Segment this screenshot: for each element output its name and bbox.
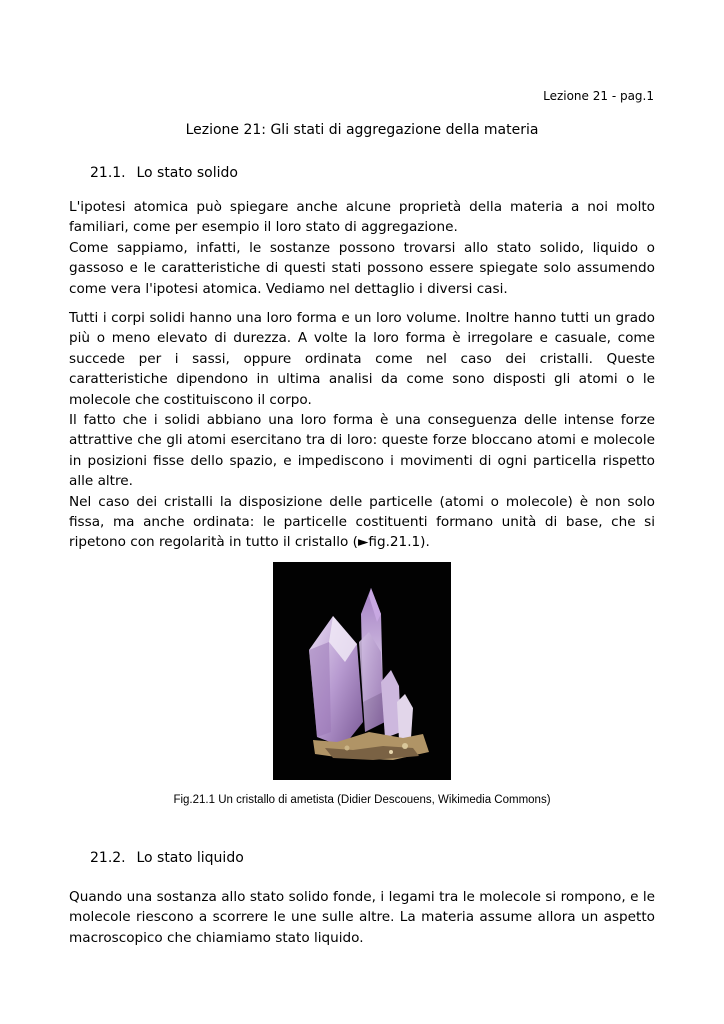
page-header: Lezione 21 - pag.1: [543, 89, 654, 103]
section-heading-solid: [90, 163, 238, 183]
paragraph-line: Nel caso dei cristalli la disposizione delle particelle (atomi o molecole) è non solo fissa, ma anche ordinata: le particelle costituenti formano unità di base, che si ripetono con regolarità in tutto il cristallo (►fig.21.1).: [69, 493, 655, 551]
figure-caption: Fig.21.1 Un cristallo di ametista (Didier Descouens, Wikimedia Commons): [173, 794, 551, 806]
paragraph-intro: [69, 197, 655, 299]
section-title: Lo stato liquido: [136, 850, 244, 866]
paragraph-line: Quando una sostanza allo stato solido fonde, i legami tra le molecole si rompono, e le molecole riescono a scorrere le une sulle altre. La materia assume allora un aspetto macroscopico che chiamiamo stato liquido.: [69, 889, 655, 946]
paragraph-line: L'ipotesi atomica può spiegare anche alcune proprietà della materia a noi molto familiari, come per esempio il loro stato di aggregazione.: [69, 199, 655, 236]
section-number: 21.1.: [90, 165, 126, 181]
lesson-title: Lezione 21: Gli stati di aggregazione della materia: [185, 122, 539, 138]
paragraph-line: Il fatto che i solidi abbiano una loro forma è una conseguenza delle intense forze attrattive che gli atomi esercitano tra di loro: queste forze bloccano atomi e molecole in posizioni fisse dello spazio, e impediscono i movimenti di ogni particella rispetto alle altre.: [69, 412, 655, 490]
section-title: Lo stato solido: [136, 165, 238, 181]
paragraph-liquid: [69, 887, 655, 948]
paragraph-solids: [69, 308, 655, 553]
section-number: 21.2.: [90, 850, 126, 866]
paragraph-line: Tutti i corpi solidi hanno una loro forma e un loro volume. Inoltre hanno tutti un grado più o meno elevato di durezza. A volte la loro forma è irregolare e casuale, come succede per i sassi, oppure ordinata come nel caso dei cristalli. Queste caratteristiche dipendono in ultima analisi da come sono disposti gli atomi o le molecole che costituiscono il corpo.: [69, 310, 655, 408]
amethyst-crystal-illustration: [273, 562, 451, 780]
section-heading-liquid: [90, 848, 244, 868]
paragraph-line: Come sappiamo, infatti, le sostanze possono trovarsi allo stato solido, liquido o gassoso e le caratteristiche di questi stati possono essere spiegate solo assumendo come vera l'ipotesi atomica. Vediamo nel dettaglio i diversi casi.: [69, 239, 655, 297]
amethyst-crystal-photo: [273, 562, 451, 780]
